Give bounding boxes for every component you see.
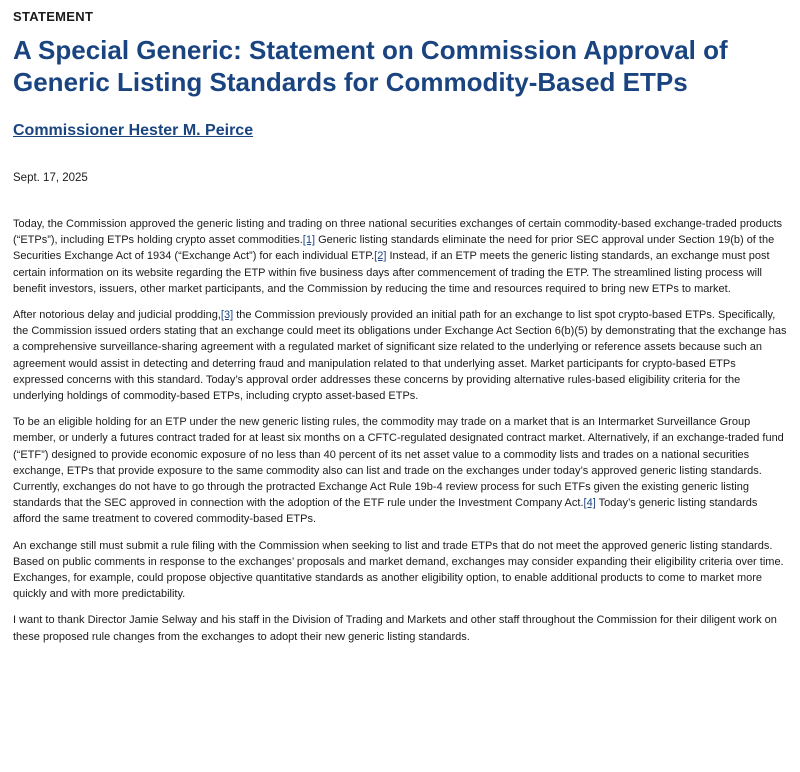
paragraph-text: Today, the Commission approved the generic listing and trading on three national securities exchanges of certain commodity-based exchange-traded products (“ETPs”), including ETPs holding crypto asset commodities.	[13, 218, 783, 247]
publish-date: Sept. 17, 2025	[13, 172, 88, 184]
paragraph-1	[13, 216, 787, 297]
paragraph-2	[13, 307, 787, 404]
statement-kicker: STATEMENT	[13, 9, 94, 24]
footnote-link-4[interactable]: [4]	[583, 497, 596, 510]
paragraph-text: To be an eligible holding for an ETP under the new generic listing rules, the commodity may trade on a market that is an Intermarket Surveillance Group member, or underly a futures contract traded for at least six months on a CFTC-regulated designated contract market. Alternatively, if an exchange-traded fund (“ETF”) designed to provide economic exposure of no less than 40 percent of its net asset value to a commodity lists and trades on a national securities exchange, ETPs that provide exposure to the same commodity also can list and trade on the exchanges under today’s approved generic listing standards. Currently, exchanges do not have to go through the protracted Exchange Act Rule 19b-4 review process for such ETFs given the existing generic listing standards that the SEC approved in connection with the adoption of the ETF rule under the Investment Company Act.	[13, 416, 784, 510]
paragraph-text: the Commission previously provided an initial path for an exchange to list spot crypto-based ETPs. Specifically, the Commission issued orders stating that an exchange could meet its obligations under Exchange Act Section 6(b)(5) by demonstrating that the exchange has a comprehensive surveillance-sharing agreement with a regulated market of significant size related to the underlying or reference assets because such an agreement would assist in detecting and deterring fraud and manipulation related to that underlying asset. Market participants for crypto-based ETPs expressed concerns with this standard. Today’s approval order addresses these concerns by providing alternative rules-based eligibility criteria for the underlying holdings of commodity-based ETPs, including crypto asset-based ETPs.	[13, 309, 787, 403]
footnote-link-3[interactable]: [3]	[220, 309, 234, 322]
paragraph-text: I want to thank Director Jamie Selway and his staff in the Division of Trading and Markets and other staff throughout the Commission for their diligent work on these proposed rule changes from the exchanges to adopt their new generic listing standards.	[13, 614, 777, 643]
paragraph-text: After notorious delay and judicial prodding,	[13, 309, 221, 322]
author-link[interactable]: Commissioner Hester M. Peirce	[13, 122, 254, 139]
paragraph-text: An exchange still must submit a rule filing with the Commission when seeking to list and trade ETPs that do not meet the approved generic listing standards. Based on public comments in response to the exchanges’ proposals and market demand, exchanges may consider expanding their eligibility criteria over time. Exchanges, for example, could propose objective quantitative standards as another eligibility option, to enable additional products to come to market more quickly and with more predictability.	[13, 539, 784, 601]
footnote-link-1[interactable]: [1]	[302, 234, 316, 247]
footnote-link-2[interactable]: [2]	[374, 250, 387, 263]
paragraph-text: Instead, if an ETP meets the generic listing standards, an exchange must post certain information on its website regarding the ETP within five business days after commencement of trading the ETP. The streamlined listing process will benefit investors, issuers, other market participants, and the Commission by reducing the time and resources required to bring new ETPs to market.	[13, 250, 770, 295]
paragraph-text: Generic listing standards eliminate the need for prior SEC approval under Section 19(b) of the Securities Exchange Act of 1934 (“Exchange Act”) for each individual ETP.	[13, 234, 775, 263]
paragraph-4	[13, 538, 787, 603]
paragraph-5	[13, 612, 787, 644]
paragraph-3	[13, 414, 787, 527]
page-title: A Special Generic: Statement on Commission Approval of Generic Listing Standards for Commodity-Based ETPs	[13, 35, 728, 97]
paragraph-text: Today’s generic listing standards afford the same treatment to covered commodity-based ETPs.	[13, 497, 758, 526]
